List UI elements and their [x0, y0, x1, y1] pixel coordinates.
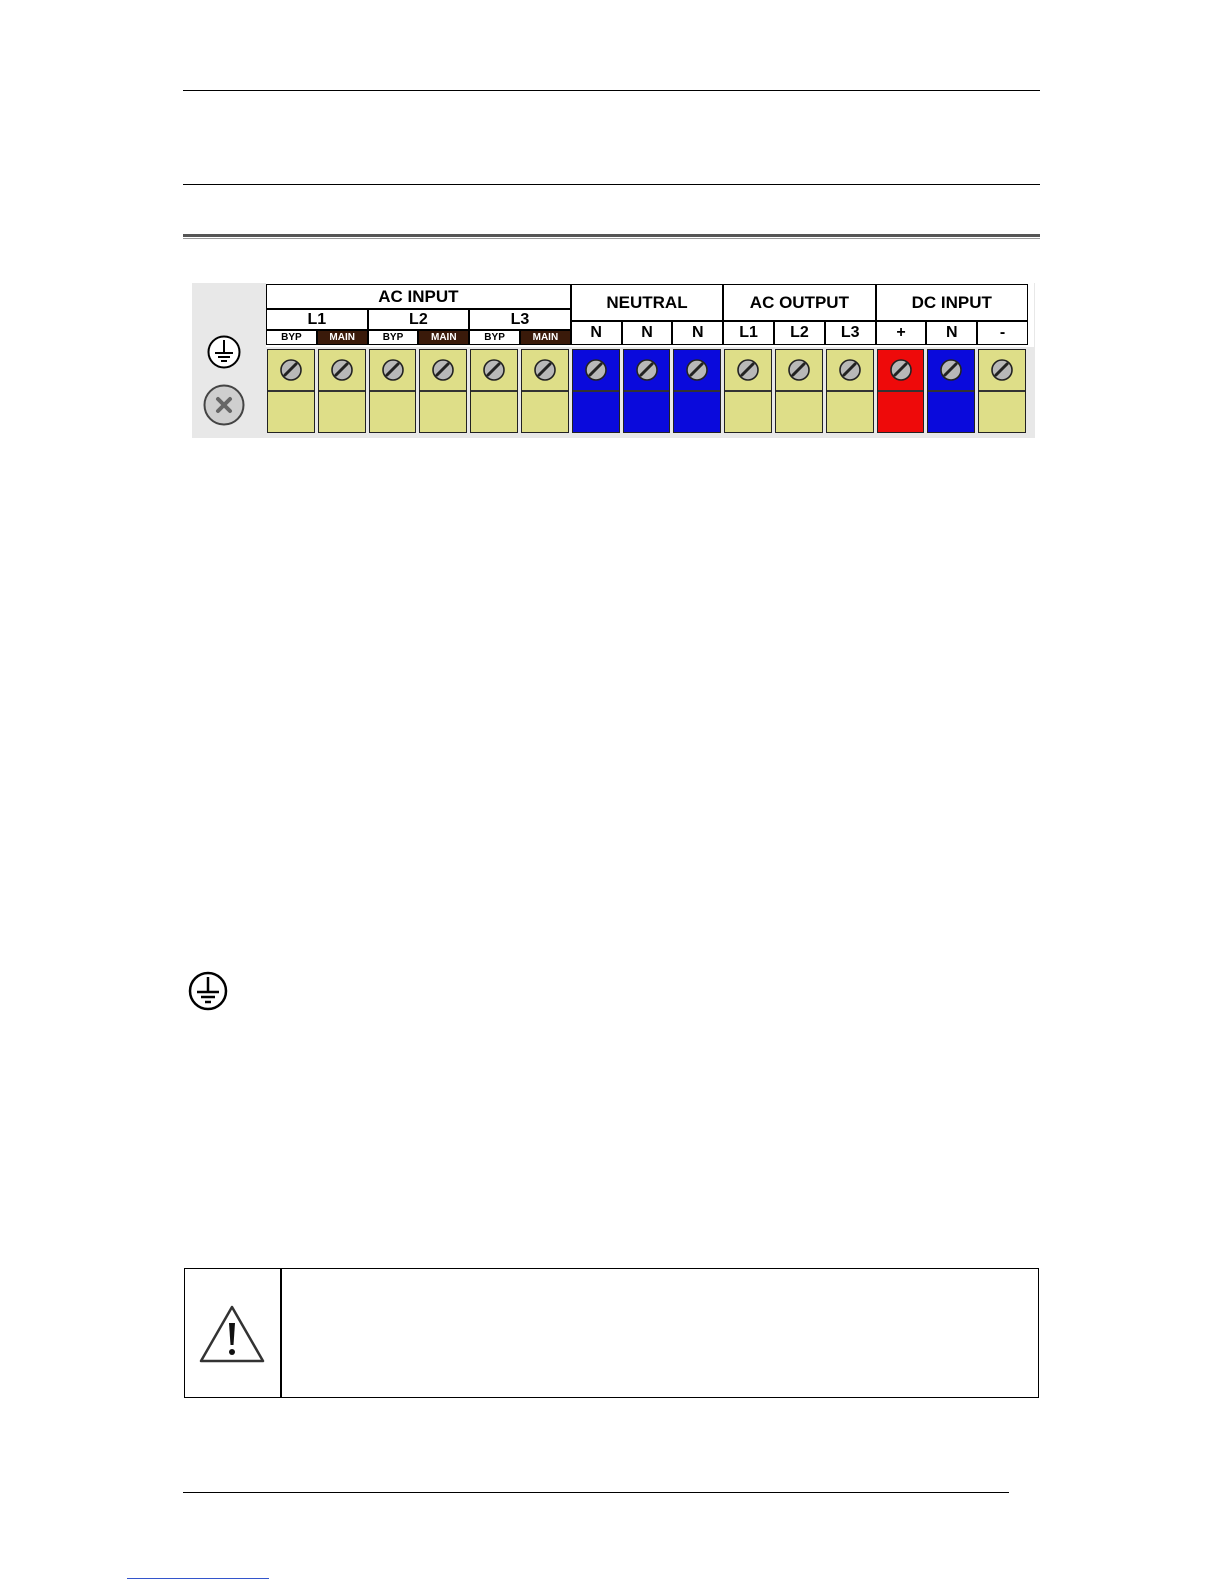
terminal-divider	[827, 390, 873, 392]
warning-box-divider	[280, 1269, 282, 1397]
phase-label: L1	[266, 309, 368, 330]
screw-icon	[585, 359, 607, 381]
terminal-divider	[928, 390, 974, 392]
terminal-column-label: N	[622, 321, 673, 345]
section-rule-thin	[183, 238, 1040, 239]
screw-icon	[432, 359, 454, 381]
terminal-column-label: N	[672, 321, 723, 345]
group-label-dc-input: DC INPUT	[876, 284, 1028, 321]
screw-icon	[483, 359, 505, 381]
terminal-column-label: L1	[723, 321, 774, 345]
screw-icon	[991, 359, 1013, 381]
terminal-divider	[268, 390, 314, 392]
terminal-column-label: N	[926, 321, 977, 345]
terminal-divider	[624, 390, 670, 392]
header-rule-middle	[183, 184, 1040, 185]
terminal-column-label: L2	[774, 321, 825, 345]
warning-box	[184, 1268, 1039, 1398]
terminal	[826, 349, 874, 433]
section-rule-thick	[183, 234, 1040, 237]
input-tag: BYP	[266, 330, 317, 345]
screw-icon	[636, 359, 658, 381]
input-tag: MAIN	[520, 330, 571, 345]
terminal	[978, 349, 1026, 433]
terminal-divider	[471, 390, 517, 392]
terminal	[673, 349, 721, 433]
terminal	[623, 349, 671, 433]
terminal	[775, 349, 823, 433]
terminal-divider	[420, 390, 466, 392]
screw-icon	[788, 359, 810, 381]
screw-icon	[382, 359, 404, 381]
input-tag: MAIN	[418, 330, 469, 345]
group-label-neutral: NEUTRAL	[571, 284, 723, 321]
screw-icon	[331, 359, 353, 381]
terminal-divider	[370, 390, 416, 392]
warning-triangle-icon	[197, 1303, 267, 1365]
terminal-divider	[878, 390, 924, 392]
input-tag: BYP	[368, 330, 419, 345]
terminal-divider	[776, 390, 822, 392]
terminal-column-label: +	[876, 321, 927, 345]
screw-icon	[534, 359, 556, 381]
header-rule-top	[183, 90, 1040, 91]
terminal-divider	[522, 390, 568, 392]
screw-icon	[839, 359, 861, 381]
terminal	[927, 349, 975, 433]
terminal	[369, 349, 417, 433]
terminal	[521, 349, 569, 433]
terminal-column-label: L3	[825, 321, 876, 345]
input-tag: MAIN	[317, 330, 368, 345]
terminal-divider	[979, 390, 1025, 392]
terminal-divider	[319, 390, 365, 392]
earth-ground-icon	[207, 335, 241, 369]
terminal	[877, 349, 925, 433]
earth-ground-icon	[188, 971, 228, 1011]
screw-icon	[940, 359, 962, 381]
footer-rule	[183, 1492, 1009, 1493]
screw-icon	[686, 359, 708, 381]
terminal-divider	[573, 390, 619, 392]
terminal-column-label: -	[977, 321, 1028, 345]
cross-screw-icon	[203, 384, 245, 426]
terminal	[318, 349, 366, 433]
terminal-column-label: N	[571, 321, 622, 345]
screw-icon	[280, 359, 302, 381]
terminal	[724, 349, 772, 433]
group-label-ac-output: AC OUTPUT	[723, 284, 875, 321]
terminal	[419, 349, 467, 433]
group-label-ac-input: AC INPUT	[266, 284, 571, 309]
input-tag: BYP	[469, 330, 520, 345]
phase-label: L2	[368, 309, 470, 330]
footer-link-underline	[127, 1578, 269, 1579]
screw-icon	[890, 359, 912, 381]
screw-icon	[737, 359, 759, 381]
terminal-divider	[725, 390, 771, 392]
terminal-divider	[674, 390, 720, 392]
phase-label: L3	[469, 309, 571, 330]
terminal	[267, 349, 315, 433]
terminal	[572, 349, 620, 433]
terminal	[470, 349, 518, 433]
